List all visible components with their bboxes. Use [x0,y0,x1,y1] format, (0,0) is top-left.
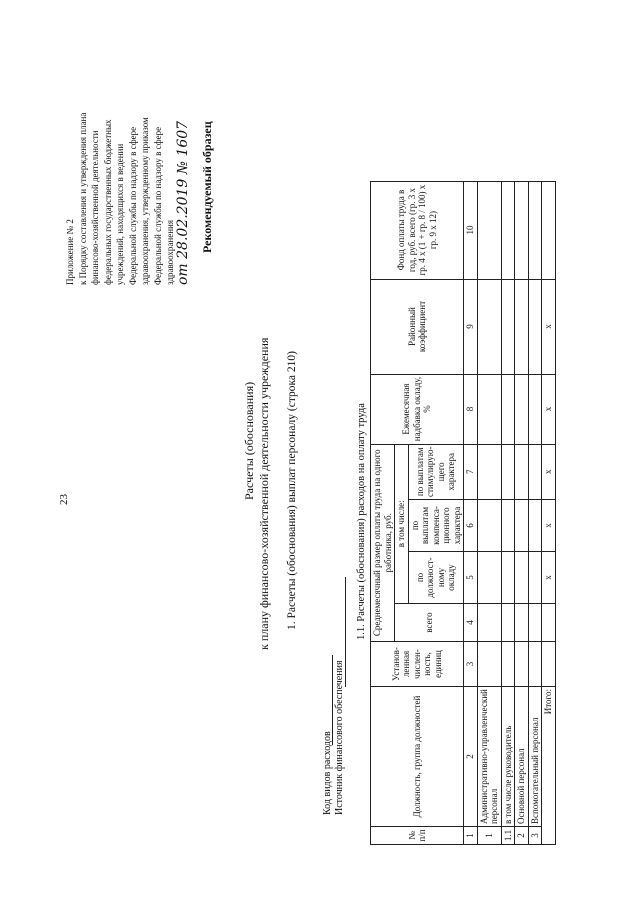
cell [528,500,542,552]
column-number: 3 [464,642,478,687]
cell [528,604,542,642]
cell [515,444,529,499]
cell [542,642,556,687]
column-number: 4 [464,604,478,642]
handwritten-date-number: от 28.02.2019 № 1607 [174,120,191,285]
cell [477,500,501,552]
header-payroll-fund: Фонд оплаты труда в год, руб. всего (гр. 3 х гр. 4 х (1 + гр. 8 / 100) х гр. 9 х 12) [371,181,464,279]
cell [515,604,529,642]
cell [515,374,529,444]
cell [515,500,529,552]
cell [477,604,501,642]
cell [477,444,501,499]
header-row [371,181,395,844]
header-total: всего [395,604,464,642]
cell [477,181,501,279]
row-num: 1.1 [501,827,515,845]
appendix-line: здравоохранения [165,219,175,285]
row-position: Административно-управленческий персонал [477,687,501,827]
subsection-title: 1.1. Расчеты (обоснования) расходов на оплату труда [356,403,367,640]
appendix-block [64,15,189,285]
salary-table [370,181,556,845]
column-number: 2 [464,687,478,827]
table-row [477,181,501,844]
header-position: Должность, группа должностей [371,687,464,827]
header-compensation: по выплатам компенса-ционного характера [408,500,464,552]
cell [501,642,515,687]
cell [528,181,542,279]
cell [528,552,542,604]
header-avg-salary: Среднемесячный размер оплаты труда на одного работника, руб. [371,444,395,641]
header-num: № п/п [371,827,464,845]
header-incentive: по выплатам стимулирую-щего характера [408,444,464,499]
cell [501,604,515,642]
recommended-sample-label: Рекомендуемый образец [200,121,214,253]
cell: х [542,444,556,499]
section-title: 1. Расчеты (обоснования) выплат персоналу (строка 210) [286,351,298,630]
cell [477,642,501,687]
column-number: 8 [464,374,478,444]
column-number-row [464,181,478,844]
cell [528,642,542,687]
row-position: в том числе руководитель [501,687,515,827]
appendix-line: федеральных государственных бюджетных [102,119,113,285]
header-staff: Установ-ленная числен-ность, единиц [371,642,464,687]
expense-code-line [332,655,333,745]
cell [515,181,529,279]
total-label: Итого: [542,687,556,845]
cell [515,642,529,687]
cell: х [542,279,556,374]
column-number: 7 [464,444,478,499]
table-row [528,181,542,844]
appendix-line: финансово-хозяйственной деятельности [90,130,100,285]
header-regional-coef: Районный коэффициент [371,279,464,374]
cell [515,552,529,604]
page-number: 23 [58,494,70,505]
total-row [542,181,556,844]
header-monthly-bonus: Ежемесячная надбавка окладу, % [371,374,464,444]
expense-code-label: Код видов расходов [322,731,333,815]
cell [542,604,556,642]
table-row [501,181,515,844]
cell: х [542,374,556,444]
header-including: в том числе: [395,444,409,603]
row-position: Вспомогательный персонал [528,687,542,827]
cell: х [542,552,556,604]
column-number: 1 [464,827,478,845]
document-subtitle: к плану финансово-хозяйственной деятельности учреждения [257,337,271,650]
cell [528,279,542,374]
cell [477,374,501,444]
appendix-line: учреждений, находящихся в ведении [115,143,125,285]
document-title: Расчеты (обоснования) [242,381,256,500]
appendix-line: Приложение № 2 [65,219,75,285]
cell [477,552,501,604]
appendix-line: Федеральной службы по надзору в сфере [152,126,163,285]
appendix-line: Федеральной службы по надзору в сфере [127,126,138,285]
cell [528,374,542,444]
funding-source-line [345,577,346,687]
table-row [515,181,529,844]
cell [501,500,515,552]
column-number: 6 [464,500,478,552]
cell [477,279,501,374]
header-by-salary: по должност-ному окладу [408,552,464,604]
cell [542,181,556,279]
cell [501,374,515,444]
cell [528,444,542,499]
cell [501,181,515,279]
appendix-line: здравоохранения, утвержденному приказом [140,117,150,285]
column-number: 9 [464,279,478,374]
cell: х [542,500,556,552]
column-number: 10 [464,181,478,279]
cell [501,444,515,499]
cell [501,279,515,374]
funding-source-label: Источник финансового обеспечения [334,660,345,815]
row-num: 1 [477,827,501,845]
row-position: Основной персонал [515,687,529,827]
appendix-line: к Порядку составления и утверждения плана [77,112,88,285]
row-num: 3 [528,827,542,845]
column-number: 5 [464,552,478,604]
cell [501,552,515,604]
row-num: 2 [515,827,529,845]
cell [515,279,529,374]
